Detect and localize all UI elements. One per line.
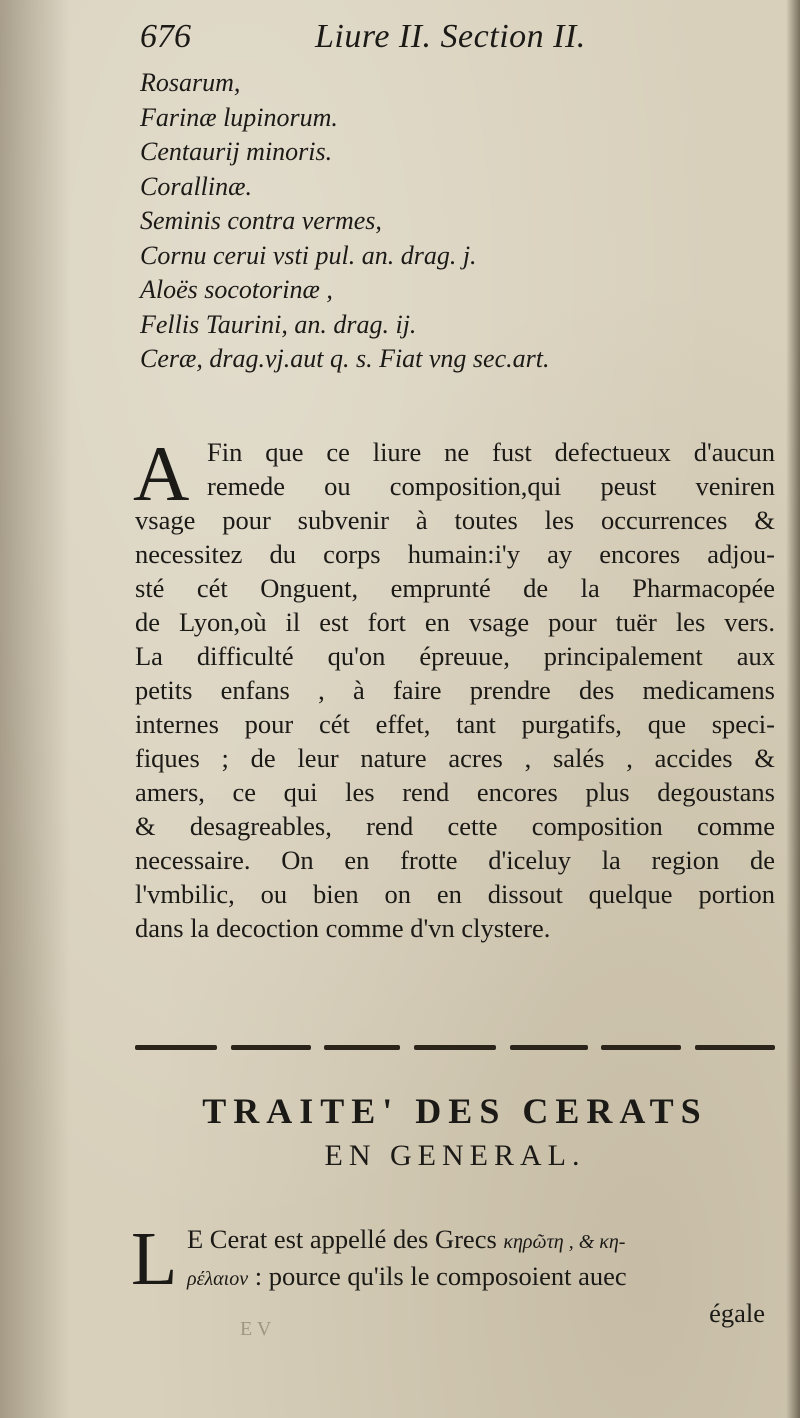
recipe-line: Ceræ, drag.vj.aut q. s. Fiat vng sec.art. <box>140 344 550 373</box>
paragraph-line: petits enfans , à faire prendre des medicamens <box>135 675 775 705</box>
rule-segment <box>135 1045 217 1050</box>
paragraph-line: necessitez du corps humain:i'y ay encores adjou- <box>135 539 775 569</box>
body-paragraph <box>133 430 775 945</box>
drop-cap-letter: L <box>131 1217 178 1301</box>
page-header <box>140 18 640 62</box>
paragraph-line: dans la decoction comme d'vn clystere. <box>135 913 551 943</box>
rule-segment <box>414 1045 496 1050</box>
section-title <box>135 1088 775 1178</box>
rule-segment <box>510 1045 588 1050</box>
recipe-line: Seminis contra vermes, <box>140 206 382 235</box>
paragraph-line: vsage pour subvenir à toutes les occurrences & <box>135 505 775 535</box>
rule-segment <box>695 1045 775 1050</box>
recipe-line: Farinæ lupinorum. <box>140 102 338 132</box>
recipe-line: Cornu cerui vsti pul. an. drag. j. <box>140 240 477 270</box>
paragraph-line: & desagreables, rend cette composition comme <box>135 811 775 841</box>
recipe-line: Aloës socotorinæ , <box>140 275 333 304</box>
line-text: E Cerat est appellé des Grecs <box>187 1224 497 1254</box>
recipe-list <box>140 66 700 377</box>
greek-word: κηρῶτη , & κη- <box>503 1231 626 1253</box>
paragraph-line: Fin que ce liure ne fust defectueux d'aucun <box>207 437 775 467</box>
paragraph-line: fiques ; de leur nature acres , salés , accides & <box>135 743 775 773</box>
rule-segment <box>324 1045 400 1050</box>
paragraph-line: de Lyon,où il est fort en vsage pour tuër les vers. <box>135 607 775 637</box>
recipe-line: Corallinæ. <box>140 171 252 201</box>
recipe-line: Centaurij minoris. <box>140 137 333 166</box>
paragraph-line <box>135 1222 775 1259</box>
ornamental-rule <box>135 1045 775 1055</box>
section-title-line-2: EN GENERAL. <box>324 1139 586 1172</box>
rule-segment <box>231 1045 311 1050</box>
paragraph-line: La difficulté qu'on épreuue, principalement aux <box>135 641 775 671</box>
paragraph-line: l'vmbilic, ou bien on en dissout quelque portion <box>135 879 775 909</box>
paragraph-line: internes pour cét effet, tant purgatifs, que speci- <box>135 709 775 739</box>
line-text: : pource qu'ils le composoient auec <box>254 1261 627 1291</box>
recipe-line: Rosarum, <box>140 68 241 97</box>
paragraph-line: necessaire. On en frotte d'iceluy la region de <box>135 845 775 875</box>
paragraph-line: remede ou composition,qui peust veniren <box>207 471 775 501</box>
recipe-line: Fellis Taurini, an. drag. ij. <box>140 309 417 339</box>
paragraph-line: amers, ce qui les rend encores plus degoustans <box>135 777 775 807</box>
signature-mark: E V <box>240 1318 272 1340</box>
rule-segment <box>601 1045 681 1050</box>
paragraph-line: sté cét Onguent, emprunté de la Pharmacopée <box>135 573 775 603</box>
catchword: égale <box>709 1298 765 1328</box>
greek-word: ρέλαιον <box>187 1268 249 1290</box>
section-title-line-1: TRAITE' DES CERATS <box>202 1091 708 1131</box>
page-number: 676 <box>140 18 191 55</box>
drop-cap-letter: A <box>133 430 190 517</box>
running-title: Liure II. Section II. <box>315 18 586 55</box>
paragraph-line <box>135 1259 775 1296</box>
final-paragraph <box>131 1217 775 1330</box>
